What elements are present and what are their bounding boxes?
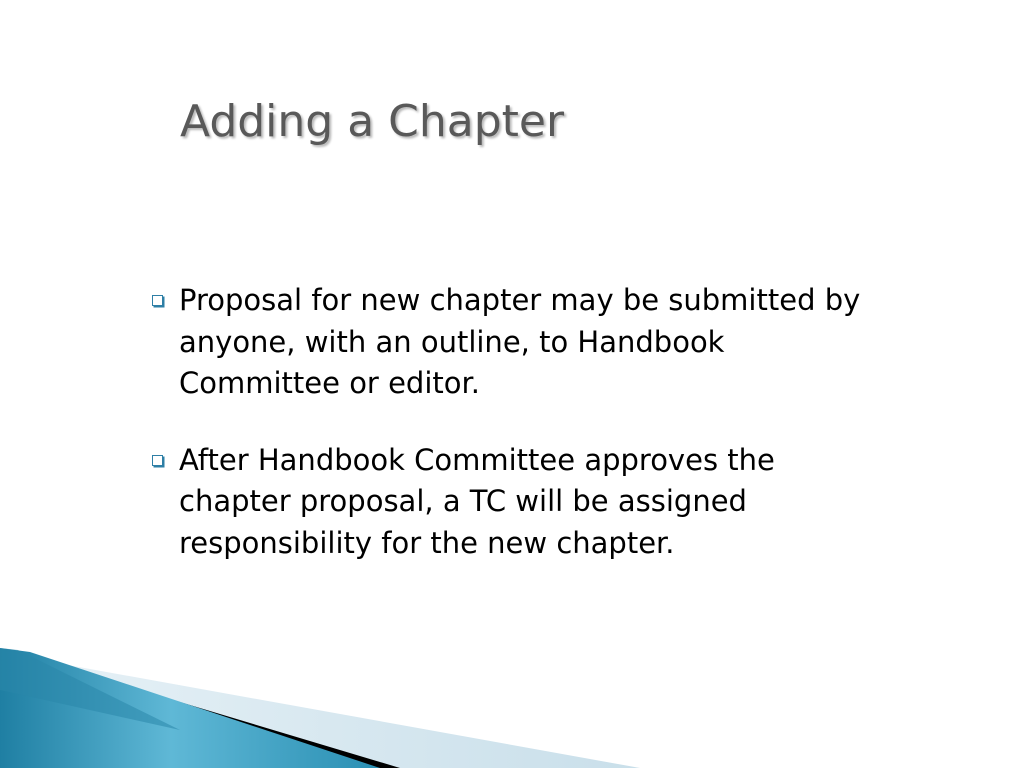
hollow-square-icon — [152, 455, 163, 466]
slide-title: Adding a Chapter — [180, 96, 565, 147]
bullet-list — [150, 280, 880, 599]
bullet-text: Proposal for new chapter may be submitted by anyone, with an outline, to Handbook Committee or editor. — [179, 283, 861, 400]
teal-highlight — [0, 648, 180, 730]
bullet-text: After Handbook Committee approves the chapter proposal, a TC will be assigned responsibility for the new chapter. — [179, 442, 775, 560]
bullet-item — [150, 440, 880, 565]
black-band — [0, 655, 400, 768]
teal-band — [0, 648, 380, 768]
hollow-square-icon — [152, 295, 163, 306]
light-blue-band — [0, 658, 640, 768]
bullet-item — [150, 280, 880, 405]
